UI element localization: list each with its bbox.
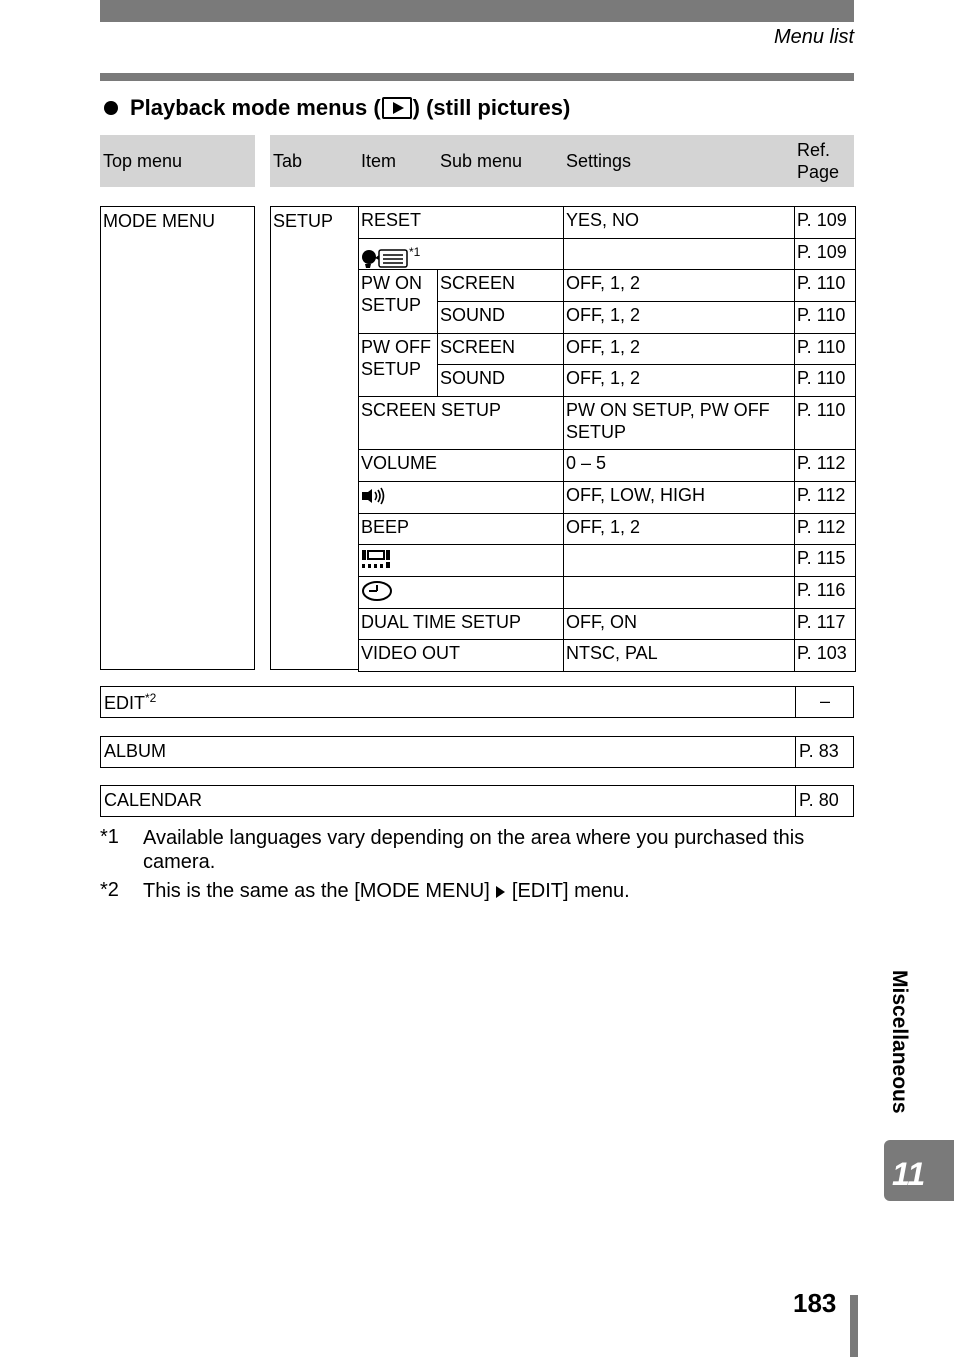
- ref-cell: P. 110: [795, 365, 856, 397]
- sub-menu-cell: SCREEN: [438, 270, 564, 302]
- edit-ref: –: [795, 687, 854, 717]
- speaker-icon: [361, 486, 387, 506]
- edit-row: [100, 686, 854, 718]
- item-cell: VOLUME: [359, 450, 564, 482]
- footnote-mark: *1: [100, 826, 119, 848]
- item-cell: [359, 545, 564, 577]
- setup-tab-cell: [270, 206, 359, 670]
- settings-cell: [564, 545, 795, 577]
- section-rule: [100, 73, 854, 81]
- item-cell: RESET: [359, 207, 564, 239]
- section-title-prefix: Playback mode menus (: [130, 95, 381, 120]
- column-header-top-menu: Top menu: [103, 151, 183, 171]
- calendar-row: [100, 785, 854, 817]
- table-row: [359, 238, 856, 270]
- calendar-ref: P. 80: [795, 786, 854, 816]
- settings-cell: OFF, LOW, HIGH: [564, 481, 795, 513]
- item-cell: PW ON SETUP: [359, 270, 438, 333]
- ref-cell: P. 110: [795, 333, 856, 365]
- settings-cell: OFF, 1, 2: [564, 302, 795, 334]
- footnote-ref: *1: [409, 244, 421, 259]
- settings-cell: OFF, ON: [564, 608, 795, 640]
- ref-cell: P. 112: [795, 481, 856, 513]
- calendar-label: CALENDAR: [104, 790, 203, 810]
- ref-cell: P. 116: [795, 576, 856, 608]
- mode-menu-cell: [100, 206, 255, 670]
- item-cell: [359, 238, 564, 270]
- page-number: 183: [793, 1288, 837, 1318]
- item-cell: [359, 481, 564, 513]
- side-tab-label: Miscellaneous: [888, 970, 911, 1114]
- ref-cell: P. 117: [795, 608, 856, 640]
- ref-cell: P. 112: [795, 450, 856, 482]
- footnote-text: Available languages vary depending on the area where you purchased this camera.: [143, 827, 805, 873]
- header-top-menu-cell: [100, 135, 255, 187]
- settings-cell: OFF, 1, 2: [564, 365, 795, 397]
- item-cell: BEEP: [359, 513, 564, 545]
- edit-label: EDIT$^{*2}$: [104, 691, 157, 713]
- mode-menu-label: MODE MENU: [103, 211, 215, 231]
- table-row: [359, 207, 856, 239]
- ref-cell: P. 110: [795, 397, 856, 450]
- settings-cell: OFF, 1, 2: [564, 270, 795, 302]
- section-title: [104, 95, 570, 121]
- setup-tab-label: SETUP: [273, 211, 334, 231]
- column-header-tab: Tab: [273, 151, 303, 171]
- column-header-item: Item: [361, 151, 397, 171]
- item-cell: DUAL TIME SETUP: [359, 608, 564, 640]
- table-row: [359, 608, 856, 640]
- sub-menu-cell: SOUND: [438, 365, 564, 397]
- playback-icon: [382, 97, 412, 119]
- header-columns-cell: [270, 135, 854, 187]
- settings-cell: PW ON SETUP, PW OFF SETUP: [564, 397, 795, 450]
- item-cell: [359, 576, 564, 608]
- language-icon: [361, 247, 409, 269]
- ref-cell: P. 110: [795, 302, 856, 334]
- sub-menu-cell: SOUND: [438, 302, 564, 334]
- chapter-tab: 11: [884, 1140, 954, 1201]
- album-row: [100, 736, 854, 768]
- settings-cell: YES, NO: [564, 207, 795, 239]
- settings-cell: NTSC, PAL: [564, 640, 795, 672]
- album-ref: P. 83: [795, 737, 854, 767]
- monitor-brightness-icon: [361, 548, 393, 570]
- table-row: [359, 270, 856, 302]
- column-header-sub-menu: Sub menu: [440, 151, 523, 171]
- table-row: [359, 450, 856, 482]
- footnote-ref: *2: [145, 691, 157, 705]
- page-number-bar: [850, 1295, 858, 1357]
- ref-cell: P. 112: [795, 513, 856, 545]
- settings-cell: OFF, 1, 2: [564, 513, 795, 545]
- section-title-suffix: ) (still pictures): [412, 95, 571, 120]
- settings-cell: 0 – 5: [564, 450, 795, 482]
- item-cell: PW OFF SETUP: [359, 333, 438, 396]
- arrow-right-icon: [496, 886, 505, 898]
- setup-items-table: [358, 206, 856, 672]
- settings-cell: [564, 238, 795, 270]
- bullet-icon: [104, 101, 118, 115]
- column-header-ref-1: Ref.: [797, 140, 831, 160]
- ref-cell: P. 103: [795, 640, 856, 672]
- album-label: ALBUM: [104, 741, 167, 761]
- column-header-ref-2: Page: [797, 162, 840, 182]
- ref-cell: P. 115: [795, 545, 856, 577]
- table-row: [359, 481, 856, 513]
- table-row: [359, 545, 856, 577]
- footnote-text: This is the same as the [MODE MENU] [EDIT] menu.: [143, 880, 630, 902]
- clock-icon: [361, 580, 393, 602]
- sub-menu-cell: SCREEN: [438, 333, 564, 365]
- table-row: [359, 640, 856, 672]
- top-bar: [100, 0, 854, 22]
- page-header-title: Menu list: [773, 26, 854, 48]
- table-row: [359, 333, 856, 365]
- ref-cell: P. 109: [795, 238, 856, 270]
- table-row: [359, 397, 856, 450]
- ref-cell: P. 110: [795, 270, 856, 302]
- settings-cell: OFF, 1, 2: [564, 333, 795, 365]
- item-cell: SCREEN SETUP: [359, 397, 564, 450]
- table-row: [359, 576, 856, 608]
- column-header-settings: Settings: [566, 151, 632, 171]
- footnote-mark: *2: [100, 879, 119, 901]
- settings-cell: [564, 576, 795, 608]
- item-cell: VIDEO OUT: [359, 640, 564, 672]
- table-row: [359, 513, 856, 545]
- ref-cell: P. 109: [795, 207, 856, 239]
